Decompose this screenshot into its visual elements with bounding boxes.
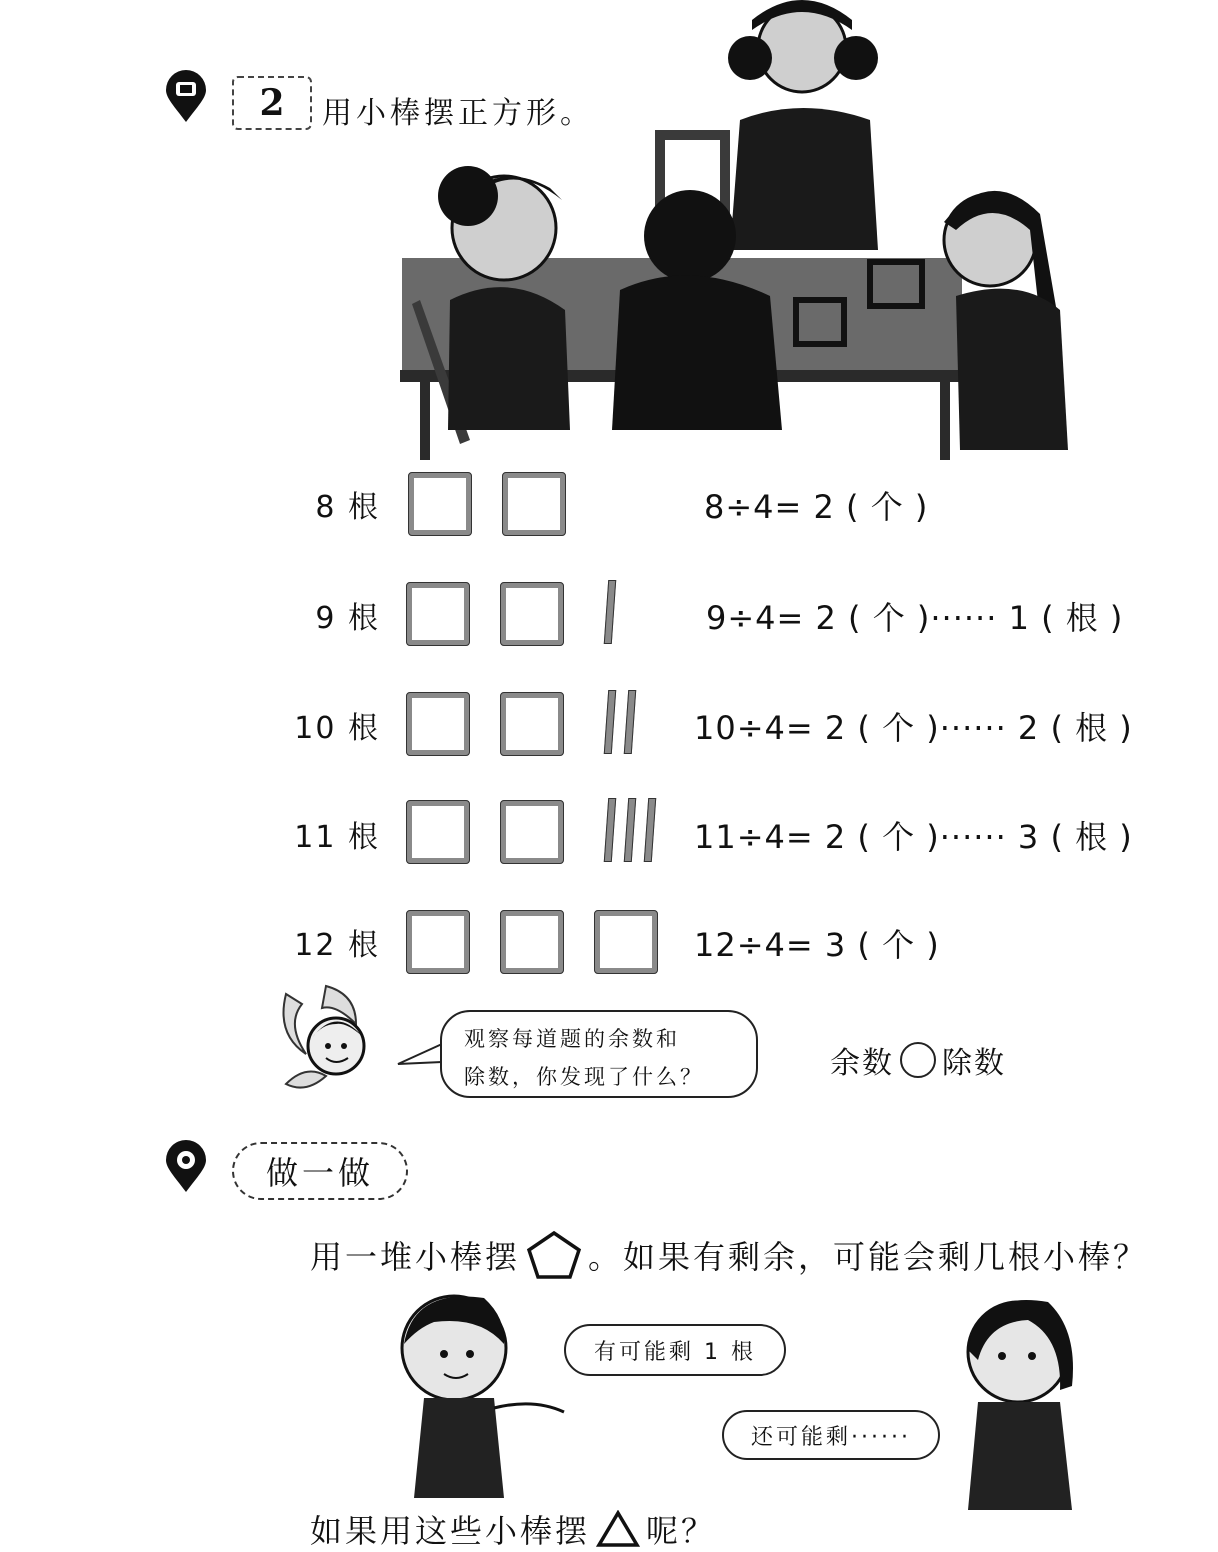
leftover-stick <box>644 798 656 862</box>
stick-square <box>502 472 566 536</box>
stick-square <box>408 472 472 536</box>
remainder-label: 余数 <box>830 1046 894 1081</box>
speech-tail <box>396 1040 446 1070</box>
stick-square <box>500 800 564 864</box>
leftover-stick <box>604 580 616 644</box>
tip-bubble <box>440 1010 758 1098</box>
leftover-stick <box>604 798 616 862</box>
stick-square <box>500 910 564 974</box>
try-it-tag: 做一做 <box>232 1142 408 1200</box>
girl-illustration <box>948 1290 1088 1510</box>
stick-square <box>406 582 470 646</box>
question-1-part-a: 用一堆小棒摆 <box>310 1238 521 1276</box>
question-2-part-b: 呢？ <box>646 1512 717 1550</box>
divisor-label: 除数 <box>942 1046 1006 1081</box>
leftover-stick <box>604 690 616 754</box>
stick-square <box>500 582 564 646</box>
girl-speech-bubble <box>722 1410 940 1460</box>
boy-speech-bubble <box>564 1324 786 1376</box>
tip-line-1: 观察每道题的余数和 <box>464 1027 680 1051</box>
comparison-blank[interactable] <box>900 1042 936 1078</box>
stick-square <box>500 692 564 756</box>
leftover-stick <box>624 690 636 754</box>
pentagon-icon <box>526 1230 582 1280</box>
stick-square <box>406 910 470 974</box>
row-label-12: 12 根 <box>294 928 380 963</box>
stick-square <box>406 800 470 864</box>
comparison-prompt <box>830 1038 1006 1082</box>
problem-number: 2 <box>232 76 312 130</box>
question-1-part-b: 。如果有剩余，可能会剩几根小棒？ <box>588 1238 1149 1276</box>
question-2 <box>310 1506 716 1552</box>
boy-speech-text: 有可能剩 1 根 <box>594 1339 756 1365</box>
section-marker-icon <box>164 70 208 124</box>
leftover-stick <box>624 798 636 862</box>
section-title: 用小棒摆正方形。 <box>322 96 594 131</box>
equation-9: 9÷4= 2 ( 个 )······ 1 ( 根 ) <box>706 599 1124 637</box>
angel-mascot-illustration <box>266 984 406 1104</box>
row-label-10: 10 根 <box>294 711 380 746</box>
question-1 <box>310 1230 1148 1280</box>
stick-square <box>406 692 470 756</box>
question-2-part-a: 如果用这些小棒摆 <box>310 1512 591 1550</box>
equation-12: 12÷4= 3 ( 个 ) <box>694 926 940 964</box>
triangle-icon <box>596 1510 640 1548</box>
stick-square <box>594 910 658 974</box>
boy-illustration <box>394 1288 584 1498</box>
equation-11: 11÷4= 2 ( 个 )······ 3 ( 根 ) <box>694 818 1133 856</box>
section-marker-icon <box>164 1140 208 1194</box>
classroom-illustration <box>400 0 1075 462</box>
equation-10: 10÷4= 2 ( 个 )······ 2 ( 根 ) <box>694 709 1133 747</box>
row-label-11: 11 根 <box>294 820 380 855</box>
tip-line-2: 除数，你发现了什么？ <box>464 1065 704 1089</box>
girl-speech-text: 还可能剩······ <box>751 1424 911 1450</box>
row-label-9: 9 根 <box>315 601 380 636</box>
equation-8: 8÷4= 2 ( 个 ) <box>704 488 929 526</box>
row-label-8: 8 根 <box>315 490 380 525</box>
